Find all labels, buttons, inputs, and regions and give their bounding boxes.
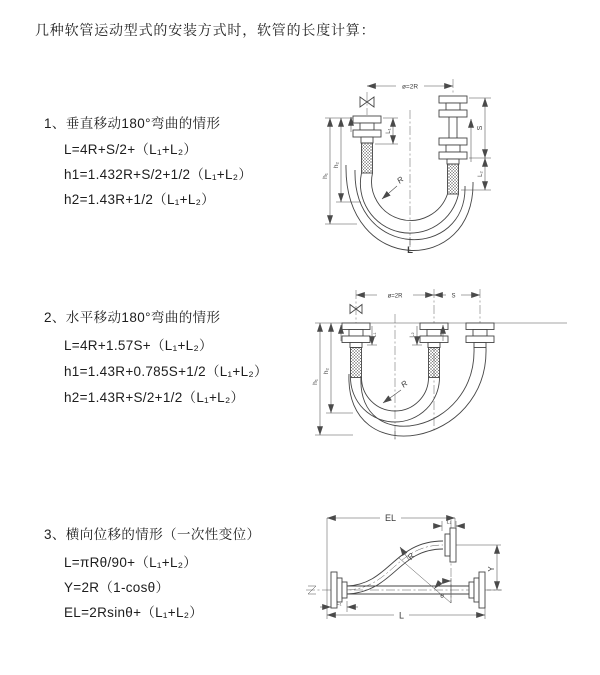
dim-label-l1-bottom: L₁ (336, 601, 342, 607)
page-title: 几种软管运动型式的安装方式时，软管的长度计算： (35, 22, 376, 38)
dim-label-s: S (477, 125, 484, 131)
dim-label-2r: ø=2R (401, 83, 419, 91)
dim-length (327, 606, 485, 621)
braided-hose-section (448, 164, 459, 194)
radius-label: R (395, 174, 406, 186)
upper-flange (445, 528, 456, 562)
dim-el (327, 513, 455, 619)
section-2-heading: 2、水平移动180°弯曲的情形 (44, 310, 221, 325)
dim-pipe-spacing (356, 294, 480, 300)
dim-label-el: EL (384, 513, 397, 523)
diagram-horizontal-180-bend (305, 282, 600, 467)
dim-label-l1-top: L₁ (446, 519, 452, 526)
length-label: L (407, 245, 413, 256)
section-1-formula-h2: h2=1.43R+1/2（L₁+L₂） (64, 192, 215, 207)
centerlines (367, 79, 453, 254)
dim-label-l1: L₁ (371, 332, 378, 338)
left-pipe-fitting (342, 323, 370, 378)
angle-construction (399, 558, 451, 603)
diagram-lateral-displacement (298, 500, 600, 655)
section-2-formula-L: L=4R+1.57S+（L₁+L₂） (64, 338, 213, 353)
dim-label-h2: h₂ (333, 161, 340, 169)
section-3-heading: 3、横向位移的情形（一次性变位） (44, 527, 261, 542)
dim-label-l: L (398, 610, 405, 621)
right-pipe-fitting (466, 323, 494, 348)
radius-callout (382, 175, 406, 199)
middle-pipe-fitting (420, 323, 448, 378)
section-1-formula-L: L=4R+S/2+（L₁+L₂） (64, 142, 198, 157)
radius-callout (383, 379, 410, 403)
section-3-formula-Y: Y=2R（1-cosθ） (64, 580, 170, 595)
radius-label: R (405, 551, 417, 562)
braided-hose-section (351, 348, 362, 378)
dim-label-h1: h₁ (322, 173, 329, 179)
hose-u-bend (349, 348, 486, 437)
dim-label-h2: h₂ (323, 367, 330, 375)
right-pipe-fitting (439, 96, 467, 194)
section-2-formula-h1: h1=1.43R+0.785S+1/2（L₁+L₂） (64, 364, 268, 379)
section-1-heading: 1、垂直移动180°弯曲的情形 (44, 116, 221, 131)
dim-label-l2: L₂ (409, 332, 416, 338)
left-pipe-fitting (353, 116, 381, 173)
dim-label-y: Y (487, 566, 496, 572)
braided-hose-section (429, 348, 440, 378)
radius-label: R (399, 378, 410, 390)
dim-l1-bottom (320, 601, 358, 612)
section-3-formula-L: L=πRθ/90+（L₁+L₂） (64, 555, 198, 570)
braided-hose-section (362, 143, 373, 173)
dim-pipe-spacing (367, 84, 453, 91)
dim-label-s: S (451, 293, 456, 300)
diagram-vertical-180-bend (305, 72, 600, 267)
dim-label-2r: ø=2R (387, 293, 403, 300)
dim-label-l2: L₂ (478, 171, 484, 177)
dim-label-l1: L₁ (386, 128, 392, 134)
section-2-formula-h2: h2=1.43R+S/2+1/2（L₁+L₂） (64, 390, 245, 405)
dim-l1-top (435, 520, 463, 532)
dim-label-h1: h₁ (312, 379, 319, 385)
angle-label: θ (440, 593, 444, 600)
section-1-formula-h1: h1=1.432R+S/2+1/2（L₁+L₂） (64, 167, 253, 182)
section-3-formula-EL: EL=2Rsinθ+（L₁+L₂） (64, 605, 204, 620)
